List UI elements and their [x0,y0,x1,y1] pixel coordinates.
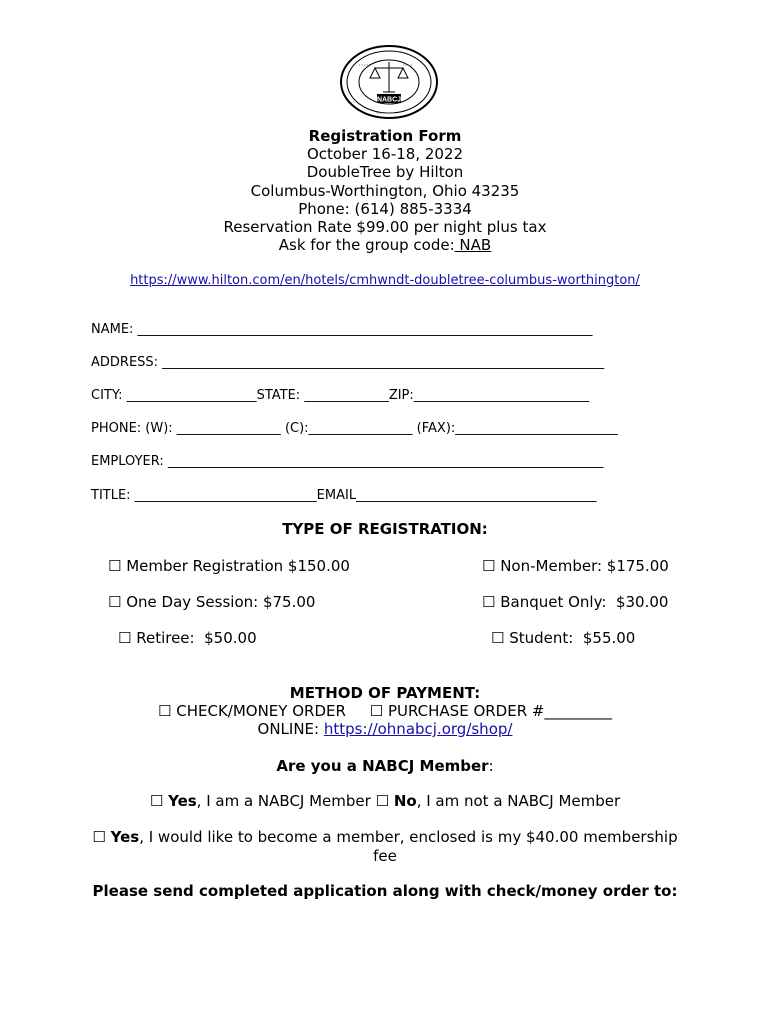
svg-text:• • • •: • • • • [403,62,412,67]
become-member-yes: Yes [110,828,140,846]
membership-question [0,757,770,775]
svg-text:• • • •: • • • • [359,62,368,67]
event-header [0,127,770,254]
employer-field[interactable]: EMPLOYER: ___________________________________________________________________ [91,454,604,469]
membership-question-colon: : [488,757,494,775]
hotel-phone: Phone: (614) 885-3334 [298,199,472,218]
not-member-text: , I am not a NABCJ Member [416,792,621,810]
group-code-label: Ask for the group code: [278,236,455,255]
name-field[interactable]: NAME: ______________________________________________________________________ [91,322,593,337]
become-member-line [0,828,770,866]
online-payment-line [0,720,770,738]
group-code: NAB [454,236,492,255]
online-label: ONLINE: [257,720,324,738]
phone-fields[interactable]: PHONE: (W): ________________ (C):________________ (FAX):_________________________ [91,421,618,436]
one-day-session-option[interactable]: ☐ One Day Session: $75.00 [108,593,316,611]
logo-label: NABCJ [376,96,402,104]
svg-text:• • • • • • •: • • • • • • • [377,110,394,115]
group-code-line [0,236,770,254]
form-title: Registration Form [308,127,462,145]
hotel-url-line [0,273,770,288]
member-registration-option[interactable]: ☐ Member Registration $150.00 [108,557,350,575]
membership-question-text: Are you a NABCJ Member [276,757,489,775]
yes-member-checkbox[interactable]: ☐ [149,792,164,810]
non-member-option[interactable]: ☐ Non-Member: $175.00 [482,557,669,575]
banquet-only-option[interactable]: ☐ Banquet Only: $30.00 [482,593,669,611]
payment-options [0,702,770,720]
not-member-checkbox[interactable]: ☐ [375,792,390,810]
become-member-text: , I would like to become a member, enclosed is my $40.00 membership [139,828,678,846]
yes-member-text: , I am a NABCJ Member [196,792,371,810]
hotel-url-link[interactable]: https://www.hilton.com/en/hotels/cmhwndt-doubletree-columbus-worthington/ [130,273,640,288]
nabcj-logo [339,44,439,120]
city-state-zip-field[interactable]: CITY: ____________________STATE: _____________ZIP:___________________________ [91,388,590,403]
hotel-name: DoubleTree by Hilton [306,163,464,182]
mailing-instructions: Please send completed application along with check/money order to: [92,882,678,900]
address-field[interactable]: ADDRESS: ____________________________________________________________________ [91,355,605,370]
become-member-text-2: fee [373,847,397,865]
not-member-label: No [393,792,417,810]
purchase-order-option[interactable]: ☐ PURCHASE ORDER #_________ [369,702,612,720]
event-dates: October 16-18, 2022 [306,145,464,164]
title-email-field[interactable]: TITLE: ____________________________EMAIL_____________________________________ [91,488,597,503]
yes-member-label: Yes [168,792,197,810]
reservation-rate: Reservation Rate $99.00 per night plus tax [223,218,547,237]
become-member-checkbox[interactable]: ☐ [92,828,106,846]
registration-heading: TYPE OF REGISTRATION: [282,520,488,538]
hotel-location: Columbus-Worthington, Ohio 43235 [250,181,520,200]
check-money-order-option[interactable]: ☐ CHECK/MONEY ORDER [158,702,346,720]
student-option[interactable]: ☐ Student: $55.00 [491,629,636,647]
payment-heading: METHOD OF PAYMENT: [289,684,481,702]
retiree-option[interactable]: ☐ Retiree: $50.00 [118,629,257,647]
membership-status-line [0,792,770,810]
online-payment-link[interactable]: https://ohnabcj.org/shop/ [323,720,513,738]
